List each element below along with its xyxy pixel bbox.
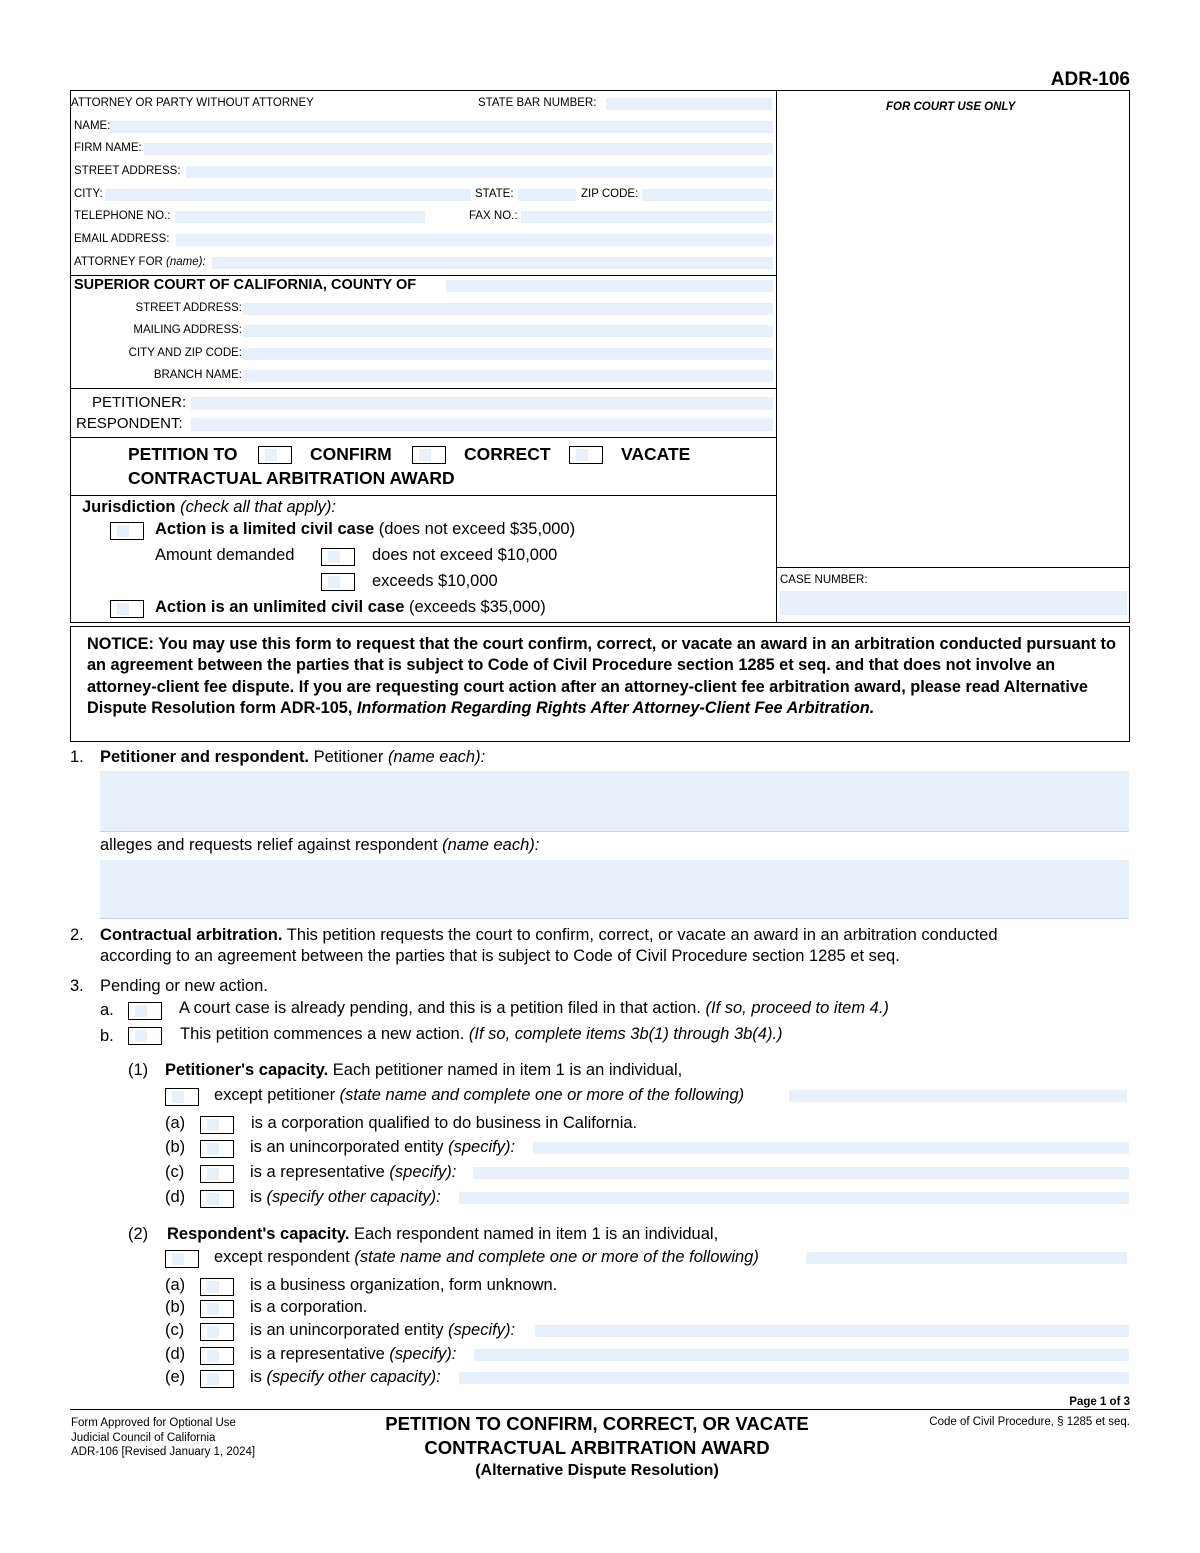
respondent-names-field[interactable] (100, 860, 1129, 918)
except-respondent-field[interactable] (806, 1252, 1127, 1264)
vacate-checkbox[interactable] (569, 446, 603, 464)
name-label: NAME: (74, 120, 111, 132)
p1-c-label: (c) (165, 1163, 185, 1181)
attorney-street-field[interactable] (186, 166, 773, 178)
p1-number: (1) (128, 1061, 149, 1079)
limited-case-checkbox[interactable] (110, 522, 144, 540)
p2-unincorporated-field[interactable] (535, 1325, 1129, 1337)
state-label: STATE: (475, 188, 514, 200)
item3-number: 3. (70, 977, 84, 995)
p1-representative-checkbox[interactable] (200, 1165, 234, 1183)
attorney-street-label: STREET ADDRESS: (74, 165, 181, 177)
email-field[interactable] (176, 234, 773, 246)
p2-other-checkbox[interactable] (200, 1370, 234, 1388)
correct-checkbox[interactable] (412, 446, 446, 464)
confirm-checkbox[interactable] (258, 446, 292, 464)
exceeds-10k-checkbox[interactable] (321, 573, 355, 591)
p2-d-text: is a representative (specify): (250, 1345, 457, 1363)
petition-to-label: PETITION TO (128, 444, 238, 464)
petitioner-field[interactable] (191, 397, 773, 410)
state-field[interactable] (518, 189, 576, 201)
p2-d-label: (d) (165, 1345, 186, 1363)
p1-representative-field[interactable] (473, 1167, 1129, 1179)
branch-field[interactable] (243, 370, 773, 382)
item2-line1: Contractual arbitration. This petition requests the court to confirm, correct, or vacate an award in an arbitration conducted (100, 926, 998, 944)
p2-e-label: (e) (165, 1368, 186, 1386)
zip-label: ZIP CODE: (581, 188, 639, 200)
p1-b-label: (b) (165, 1138, 186, 1156)
except-petitioner-field[interactable] (789, 1090, 1127, 1102)
not-exceed-10k-label: does not exceed $10,000 (372, 546, 558, 564)
p1-other-field[interactable] (459, 1192, 1129, 1204)
except-petitioner-checkbox[interactable] (165, 1088, 199, 1106)
p1-b-text: is an unincorporated entity (specify): (250, 1138, 516, 1156)
p1-a-text: is a corporation qualified to do business in California. (251, 1114, 638, 1132)
form-id: ADR-106 (1050, 69, 1130, 90)
fax-field[interactable] (521, 211, 773, 223)
county-field[interactable] (446, 280, 773, 292)
mailing-label: MAILING ADDRESS: (133, 324, 242, 336)
p2-number: (2) (128, 1225, 149, 1243)
attorney-header: ATTORNEY OR PARTY WITHOUT ATTORNEY (71, 97, 314, 109)
firm-field[interactable] (144, 143, 773, 155)
item2-line2: according to an agreement between the parties that is subject to Code of Civil Procedure section 1285 et seq. (100, 947, 900, 965)
page-number: Page 1 of 3 (1069, 1396, 1130, 1408)
limited-case-label: Action is a limited civil case (does not exceed $35,000) (155, 520, 576, 538)
except-petitioner-label: except petitioner (state name and complete one or more of the following) (214, 1086, 745, 1104)
phone-label: TELEPHONE NO.: (74, 210, 171, 222)
alleges-label: alleges and requests relief against respondent (name each): (100, 836, 540, 854)
city-zip-label: CITY AND ZIP CODE: (128, 347, 242, 359)
item1-number: 1. (70, 748, 84, 766)
petitioner-names-field[interactable] (100, 771, 1129, 831)
petitioner-label: PETITIONER: (92, 394, 187, 411)
p2-a-label: (a) (165, 1276, 186, 1294)
exceeds-10k-label: exceeds $10,000 (372, 572, 498, 590)
p1-other-checkbox[interactable] (200, 1190, 234, 1208)
state-bar-label: STATE BAR NUMBER: (478, 97, 597, 109)
p2-representative-field[interactable] (474, 1349, 1129, 1361)
p2-unincorporated-checkbox[interactable] (200, 1323, 234, 1341)
email-label: EMAIL ADDRESS: (74, 233, 170, 245)
city-zip-field[interactable] (243, 348, 773, 360)
city-field[interactable] (105, 189, 471, 201)
footer-right: Code of Civil Procedure, § 1285 et seq. (929, 1416, 1130, 1428)
p1-d-text: is (specify other capacity): (250, 1188, 441, 1206)
p1-a-label: (a) (165, 1114, 186, 1132)
p2-c-label: (c) (165, 1321, 185, 1339)
except-respondent-label: except respondent (state name and complete one or more of the following) (214, 1248, 759, 1266)
not-exceed-10k-checkbox[interactable] (321, 548, 355, 566)
p1-heading: Petitioner's capacity. Each petitioner named in item 1 is an individual, (165, 1061, 683, 1079)
name-field[interactable] (110, 121, 773, 133)
p2-e-text: is (specify other capacity): (250, 1368, 441, 1386)
pending-case-checkbox[interactable] (128, 1002, 162, 1020)
state-bar-field[interactable] (606, 98, 772, 110)
respondent-field[interactable] (191, 418, 773, 431)
p1-unincorporated-checkbox[interactable] (200, 1140, 234, 1158)
item3-title: Pending or new action. (100, 977, 268, 995)
p1-corporation-checkbox[interactable] (200, 1116, 234, 1134)
item3a-text: A court case is already pending, and this is a petition filed in that action. (If so, proceed to item 4.) (179, 999, 889, 1017)
p1-d-label: (d) (165, 1188, 186, 1206)
p2-corporation-checkbox[interactable] (200, 1300, 234, 1318)
p2-representative-checkbox[interactable] (200, 1347, 234, 1365)
title-line2: CONTRACTUAL ARBITRATION AWARD (128, 468, 455, 488)
court-title: SUPERIOR COURT OF CALIFORNIA, COUNTY OF (74, 277, 417, 293)
footer-title: PETITION TO CONFIRM, CORRECT, OR VACATE CONTRACTUAL ARBITRATION AWARD (Alternative Dispute Resolution) (385, 1413, 809, 1479)
p2-other-field[interactable] (459, 1372, 1129, 1384)
except-respondent-checkbox[interactable] (165, 1250, 199, 1268)
case-number-field[interactable] (780, 591, 1127, 615)
footer-left: Form Approved for Optional Use Judicial Council of California ADR-106 [Revised January 1, 2024] (71, 1417, 256, 1458)
amount-demanded-label: Amount demanded (155, 546, 295, 564)
zip-field[interactable] (642, 189, 773, 201)
notice-text: NOTICE: You may use this form to request that the court confirm, correct, or vacate an award in an arbitration conducted pursuant to an agreement between the parties that is subject to Code of Civil Procedure section 1285 et seq. and that does not involve an attorney-client fee dispute. If you are requesting court action after an attorney-client fee arbitration award, please read Alternative Dispute Resolution form ADR-105, Information Regarding Rights After Attorney-Client Fee Arbitration. (87, 635, 1116, 717)
unlimited-case-checkbox[interactable] (110, 600, 144, 618)
attorney-for-field[interactable] (212, 257, 773, 269)
court-street-label: STREET ADDRESS: (135, 302, 242, 314)
p1-unincorporated-field[interactable] (533, 1142, 1129, 1154)
item3b-text: This petition commences a new action. (If so, complete items 3b(1) through 3b(4).) (180, 1025, 783, 1043)
p2-business-checkbox[interactable] (200, 1278, 234, 1296)
new-action-checkbox[interactable] (128, 1027, 162, 1045)
attorney-for-label: ATTORNEY FOR (name): (74, 256, 206, 268)
court-use-label: FOR COURT USE ONLY (886, 101, 1016, 113)
case-number-label: CASE NUMBER: (780, 574, 868, 586)
fax-label: FAX NO.: (469, 210, 518, 222)
respondent-label: RESPONDENT: (76, 415, 183, 432)
firm-label: FIRM NAME: (74, 142, 142, 154)
correct-label: CORRECT (464, 444, 551, 464)
unlimited-case-label: Action is an unlimited civil case (exceeds $35,000) (155, 598, 546, 616)
p2-c-text: is an unincorporated entity (specify): (250, 1321, 516, 1339)
item2-number: 2. (70, 926, 84, 944)
p2-b-label: (b) (165, 1298, 186, 1316)
jurisdiction-heading: Jurisdiction (check all that apply): (82, 498, 337, 516)
p2-b-text: is a corporation. (250, 1298, 368, 1316)
p2-heading: Respondent's capacity. Each respondent named in item 1 is an individual, (167, 1225, 719, 1243)
branch-label: BRANCH NAME: (153, 369, 242, 381)
vacate-label: VACATE (621, 444, 691, 464)
item3a-label: a. (100, 1001, 114, 1019)
court-street-field[interactable] (243, 303, 773, 315)
phone-field[interactable] (175, 211, 425, 223)
confirm-label: CONFIRM (310, 444, 392, 464)
city-label: CITY: (74, 188, 103, 200)
item3b-label: b. (100, 1027, 114, 1045)
p1-c-text: is a representative (specify): (250, 1163, 457, 1181)
p2-a-text: is a business organization, form unknown. (250, 1276, 558, 1294)
mailing-field[interactable] (243, 325, 773, 337)
item1-heading: Petitioner and respondent. Petitioner (name each): (100, 748, 486, 766)
